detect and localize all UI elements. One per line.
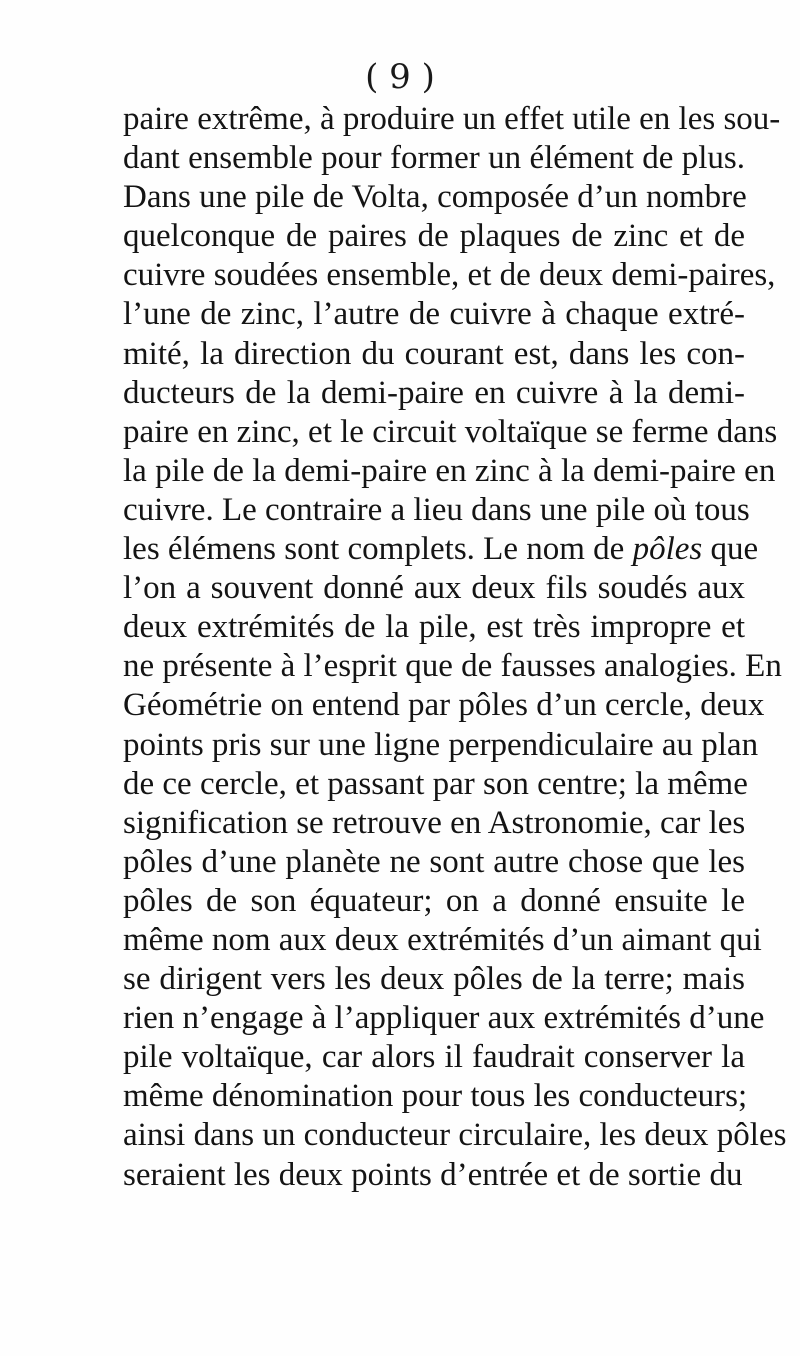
text-line: signification se retrouve en Astronomie, car les: [123, 804, 746, 841]
text-line: l’une de zinc, l’autre de cuivre à chaque extré-: [123, 296, 745, 333]
text-line: ainsi dans un conducteur circulaire, les deux pôles: [123, 1117, 787, 1154]
text-line: Dans une pile de Volta, composée d’un nombre: [123, 179, 747, 216]
text-line: quelconque de paires de plaques de zinc et de: [123, 218, 745, 255]
text-line-with-italic: [123, 530, 759, 569]
text-line-tail: que: [702, 531, 759, 568]
text-line: points pris sur une ligne perpendiculaire au plan: [123, 726, 759, 763]
text-line: ne présente à l’esprit que de fausses analogies. En: [123, 648, 782, 685]
text-line: pôles de son équateur; on a donné ensuite le: [123, 882, 745, 919]
text-line: paire extrême, à produire un effet utile en les sou-: [123, 101, 781, 137]
text-line: cuivre soudées ensemble, et de deux demi-paires,: [123, 257, 776, 294]
text-line: même nom aux deux extrémités d’un aimant qui: [123, 921, 762, 958]
text-line: pile voltaïque, car alors il faudrait conserver la: [123, 1039, 745, 1076]
text-line-last: seraient les deux points d’entrée et de sortie du: [123, 1156, 743, 1193]
text-line: deux extrémités de la pile, est très impropre et: [123, 609, 745, 646]
text-line: la pile de la demi-paire en zinc à la demi-paire en: [123, 452, 776, 489]
text-line: cuivre. Le contraire a lieu dans une pile où tous: [123, 491, 750, 528]
italic-term: pôles: [632, 531, 703, 568]
page-number: ( 9 ): [365, 57, 435, 97]
text-line: mité, la direction du courant est, dans les con-: [123, 335, 745, 372]
text-line: de ce cercle, et passant par son centre; la même: [123, 765, 748, 802]
text-line: Géométrie on entend par pôles d’un cercle, deux: [123, 687, 765, 724]
text-line: l’on a souvent donné aux deux fils soudés aux: [123, 570, 745, 607]
text-line: même dénomination pour tous les conducteurs;: [123, 1078, 748, 1115]
text-line-head: les élémens sont complets. Le nom de: [123, 531, 633, 568]
text-line: ducteurs de la demi-paire en cuivre à la demi-: [123, 374, 745, 411]
text-line: pôles d’une planète ne sont autre chose que les: [123, 843, 745, 880]
body-text: [123, 100, 787, 1195]
text-line: paire en zinc, et le circuit voltaïque se ferme dans: [123, 413, 778, 450]
text-line: dant ensemble pour former un élément de plus.: [123, 140, 745, 177]
text-line: se dirigent vers les deux pôles de la terre; mais: [123, 961, 745, 998]
text-line: rien n’engage à l’appliquer aux extrémités d’une: [123, 1000, 765, 1037]
